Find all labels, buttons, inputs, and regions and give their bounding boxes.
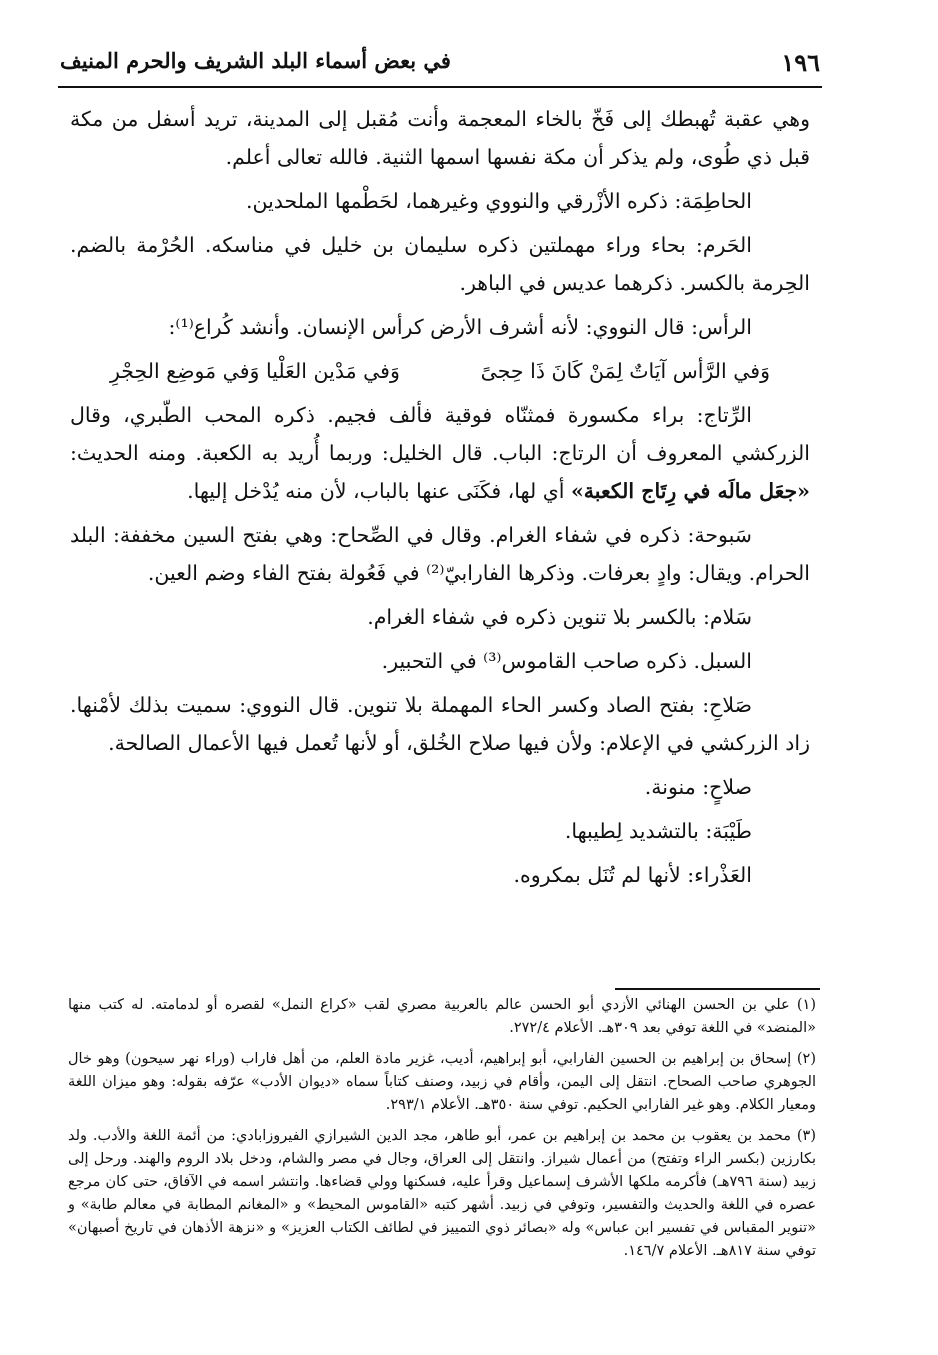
poem-verse	[70, 352, 810, 390]
entry-sabuha: سَبوحة: ذكره في شفاء الغرام. وقال في الصِّحاح: وهي بفتح السين مخففة: البلد الحرام. ويقال: وادٍ بعرفات. وذكرها الفارابيّ⁽²⁾ في فَعُولة بفتح الفاء وضم العين.	[70, 523, 810, 585]
entry-hatima: الحاطِمَة: ذكره الأزْرقي والنووي وغيرهما، لحَطْمها الملحدين.	[245, 189, 752, 213]
entry-ras: الرأس: قال النووي: لأنه أشرف الأرض كرأس الإنسان. وأنشد كُراع⁽¹⁾:	[168, 315, 752, 339]
entry-ritaj-text-b: أي لها، فكَنَى عنها بالباب، لأن منه يُدْخل إليها.	[187, 479, 571, 503]
footnote-rule	[615, 988, 820, 990]
entry-salah-tanwin: صلاحٍ: منونة.	[644, 775, 752, 799]
entry-ritaj-text-a: الرِّتاج: براء مكسورة فمثنّاه فوقية فألف فجيم. ذكره المحب الطّبري، وقال الزركشي المعروف أن الرتاج: الباب. قال الخليل: وربما أُريد به الكعبة. ومنه الحديث:	[70, 403, 810, 465]
hadith-quote: «جعَل مالَه في رِتَاج الكعبة»	[570, 479, 810, 503]
entry-adhra: العَذْراء: لأنها لم تُنَل بمكروه.	[513, 863, 752, 887]
footnotes	[68, 994, 816, 1271]
footnote-3: (٣) محمد بن يعقوب بن محمد بن إبراهيم بن عمر، أبو طاهر، مجد الدين الشيرازي الفيروزابادي: من أئمة اللغة والأدب. ولد بكارزين (بكسر الراء وتفتح) من أعمال شيراز. وانتقل إلى العراق، وجال في مصر والشام، ودخل بلاد الروم والهند. ورحل إلى زبيد (سنة ٧٩٦هـ) فأكرمه ملكها الأشرف إسماعيل وقرأ عليه، فسكنها وولي قضاءها. وانتشر اسمه في الآفاق، حتى كان مرجع عصره في اللغة والحديث والتفسير، وتوفي في زبيد. أشهر كتبه «القاموس المحيط» و «المغانم المطابة في معالم طابة» و «تنوير المقباس في تفسير ابن عباس» وله «بصائر ذوي التمييز في لطائف الكتاب العزيز» و «نزهة الأذهان في تاريخ أصبهان» توفي سنة ٨١٧هـ. الأعلام ١٤٦/٧.	[68, 1128, 817, 1259]
header-rule	[58, 86, 822, 88]
paragraph-thaniya-continuation: وهي عقبة تُهبطك إلى فَخّ بالخاء المعجمة وأنت مُقبل إلى المدينة، تريد أسفل من مكة قبل ذي طُوى، ولم يذكر أن مكة نفسها اسمها الثنية. فالله تعالى أعلم.	[70, 107, 810, 169]
poem-first-hemistich: وَفي الرَّأس آيَاتٌ لِمَنْ كَانَ ذَا حِجىً	[480, 359, 770, 383]
running-title: في بعض أسماء البلد الشريف والحرم المنيف	[60, 48, 451, 73]
footnote-2: (٢) إسحاق بن إبراهيم بن الحسين الفارابي، أبو إبراهيم، أديب، غزير مادة العلم، من أهل فاراب (وراء نهر سيحون) وهو خال الجوهري صاحب الصحاح. انتقل إلى اليمن، وأقام في زبيد، وصنف كتاباً سماه «ديوان الأدب» عرّفه بقوله: وهو ميزان اللغة ومعيار الكلام. وهو غير الفارابي الحكيم. توفي سنة ٣٥٠هـ. الأعلام ٢٩٣/١.	[68, 1051, 816, 1113]
main-text	[70, 100, 810, 900]
entry-haram: الحَرم: بحاء وراء مهملتين ذكره سليمان بن خليل في مناسكه. الحُرْمة بالضم. الحِرمة بالكسر. ذكرهما عديس في الباهر.	[70, 233, 810, 295]
page-number: ١٩٦	[781, 48, 820, 77]
entry-salam: سَلام: بالكسر بلا تنوين ذكره في شفاء الغرام.	[367, 605, 752, 629]
footnote-1: (١) علي بن الحسن الهنائي الأزدي أبو الحسن عالم بالعربية مصري لقب «كراع النمل» لقصره أو لدمامته. له كتب منها «المنضد» في اللغة توفي بعد ٣٠٩هـ. الأعلام ٢٧٢/٤.	[68, 997, 816, 1036]
entry-salah: صَلاحِ: بفتح الصاد وكسر الحاء المهملة بلا تنوين. قال النووي: سميت بذلك لأمْنها. زاد الزركشي في الإعلام: ولأن فيها صلاح الخُلق، أو لأنها تُعمل فيها الأعمال الصالحة.	[70, 693, 810, 755]
entry-subul: السبل. ذكره صاحب القاموس⁽³⁾ في التحبير.	[381, 649, 752, 673]
entry-ritaj	[70, 396, 810, 510]
entry-tayba: طَيْبَة: بالتشديد لِطيبها.	[564, 819, 752, 843]
poem-second-hemistich: وَفي مَدْين العَلْيا وَفي مَوضِع الحِجْرِ	[110, 359, 400, 383]
page-header	[60, 48, 820, 88]
